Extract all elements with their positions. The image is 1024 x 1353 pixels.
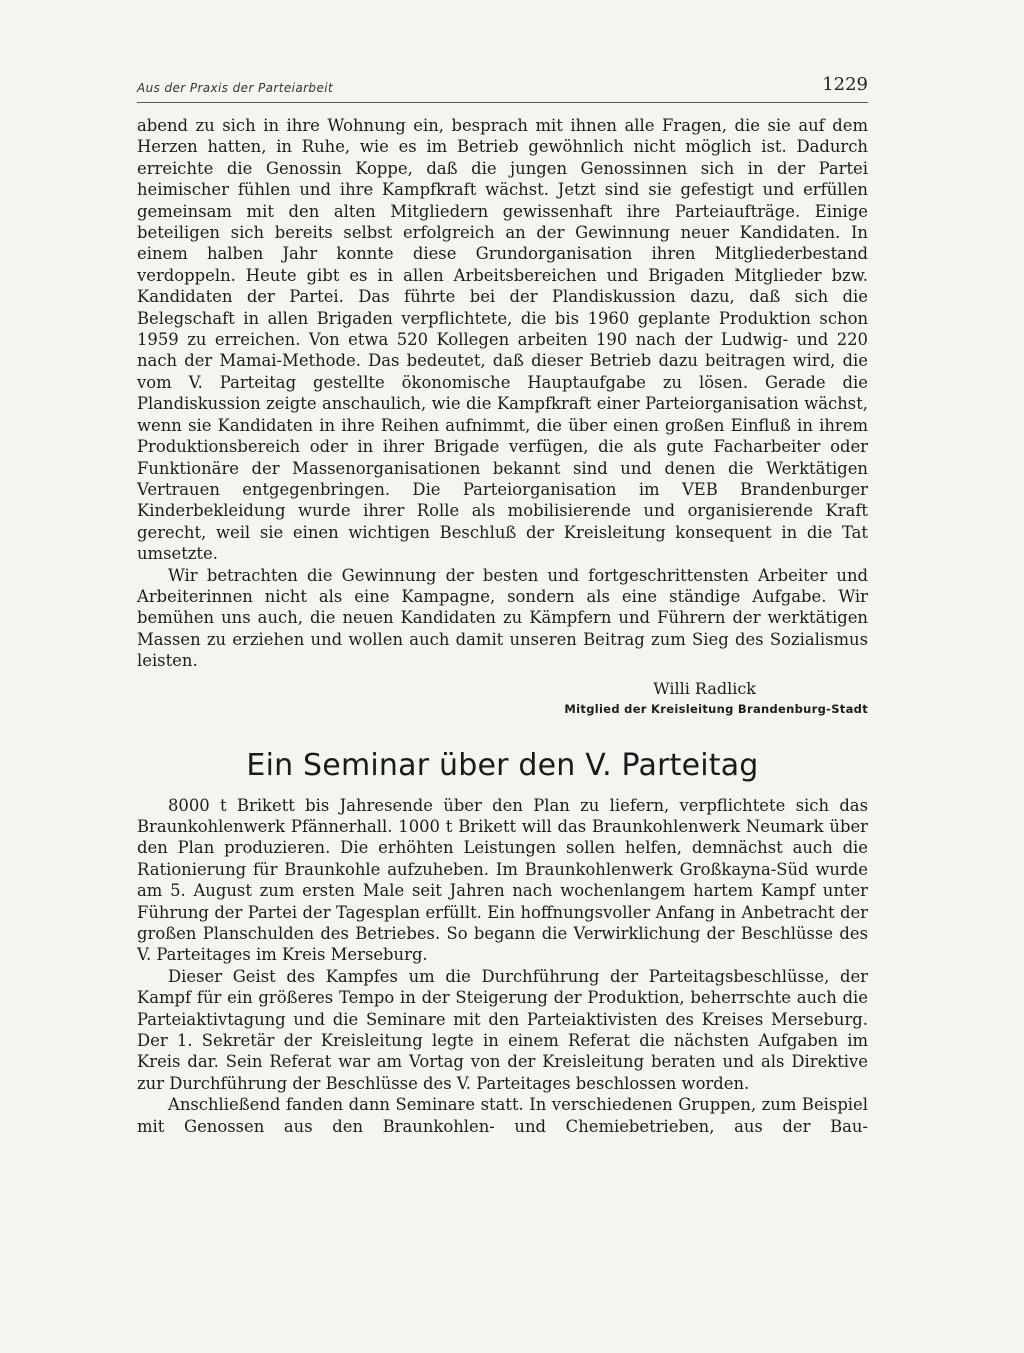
page-header <box>137 70 868 103</box>
paragraph: Dieser Geist des Kampfes um die Durchführung der Parteitagsbeschlüsse, der Kampf für ein größeres Tempo in der Steigerung der Produktion, beherrschte auch die Parteiaktivtagung und die Seminare mit den Parteiaktivisten des Kreises Merseburg. Der 1. Sekretär der Kreisleitung legte in einem Referat die nächsten Aufgaben im Kreis dar. Sein Referat war am Vortag von der Kreisleitung beraten und als Direktive zur Durchführung der Beschlüsse des V. Parteitages beschlossen worden. <box>137 966 868 1093</box>
page-number: 1229 <box>822 74 868 95</box>
author-name: Willi Radlick <box>653 678 756 698</box>
paragraph: 8000 t Brikett bis Jahresende über den Plan zu liefern, verpflichtete sich das Braunkohlenwerk Pfännerhall. 1000 t Brikett will das Braunkohlenwerk Neumark über den Plan produzieren. Die erhöhten Leistungen sollen helfen, demnächst auch die Rationierung für Braunkohle aufzuheben. Im Braunkohlenwerk Großkayna-Süd wurde am 5. August zum ersten Male seit Jahren nach wochenlangem hartem Kampf unter Führung der Partei der Tagesplan erfüllt. Ein hoffnungsvoller Anfang in Anbetracht der großen Planschulden des Betriebes. So begann die Verwirklichung der Beschlüsse des V. Parteitages im Kreis Merseburg. <box>137 795 868 965</box>
document-page <box>137 70 868 1137</box>
author-role: Mitglied der Kreisleitung Brandenburg-Stadt <box>564 701 868 716</box>
article-body <box>137 795 868 1138</box>
paragraph: abend zu sich in ihre Wohnung ein, besprach mit ihnen alle Fragen, die sie auf dem Herzen hatten, in Ruhe, wie es im Betrieb gewöhnlich nicht möglich ist. Dadurch erreichte die Genossin Koppe, daß die jungen Genossinnen sich in der Partei heimischer fühlen und ihre Kampfkraft wächst. Jetzt sind sie gefestigt und erfüllen gemeinsam mit den alten Mitgliedern gewissenhaft ihre Parteiaufträge. Einige beteiligen sich bereits selbst erfolgreich an der Gewinnung neuer Kandidaten. In einem halben Jahr konnte diese Grundorganisation ihren Mitgliederbestand verdoppeln. Heute gibt es in allen Arbeitsbereichen und Brigaden Mitglieder bzw. Kandidaten der Partei. Das führte bei der Plandiskussion dazu, daß sich die Belegschaft in allen Brigaden verpflichtete, die bis 1960 geplante Produktion schon 1959 zu erreichen. Von etwa 520 Kollegen arbeiten 190 nach der Ludwig- und 220 nach der Mamai-Methode. Das bedeutet, daß dieser Betrieb dazu beitragen wird, die vom V. Parteitag gestellte ökonomische Hauptaufgabe zu lösen. Gerade die Plandiskussion zeigte anschaulich, wie die Kampfkraft einer Parteiorganisation wächst, wenn sie Kandidaten in ihre Reihen aufnimmt, die über einen großen Einfluß in ihrem Produktionsbereich oder in ihrer Brigade verfügen, die als gute Facharbeiter oder Funktionäre der Massenorganisationen bekannt sind und denen die Werktätigen Vertrauen entgegenbringen. Die Parteiorganisation im VEB Brandenburger Kinderbekleidung wurde ihrer Rolle als mobilisierende und organisierende Kraft gerecht, weil sie einen wichtigen Beschluß der Kreisleitung konsequent in die Tat umsetzte. <box>137 116 868 564</box>
article-continuation <box>137 115 868 718</box>
article-title: Ein Seminar über den V. Parteitag <box>246 747 759 783</box>
running-head: Aus der Praxis der Parteiarbeit <box>137 81 334 95</box>
paragraph: Anschließend fanden dann Seminare statt. In verschiedenen Gruppen, zum Beispiel mit Genossen aus den Braunkohlen- und Chemiebetrieben, aus der Bau- <box>137 1095 868 1136</box>
paragraph: Wir betrachten die Gewinnung der besten und fortgeschrittensten Arbeiter und Arbeiterinnen nicht als eine Kampagne, sondern als eine ständige Aufgabe. Wir bemühen uns auch, die neuen Kandidaten zu Kämpfern und Führern der werktätigen Massen zu erziehen und wollen auch damit unseren Beitrag zum Sieg des Sozialismus leisten. <box>137 565 868 671</box>
